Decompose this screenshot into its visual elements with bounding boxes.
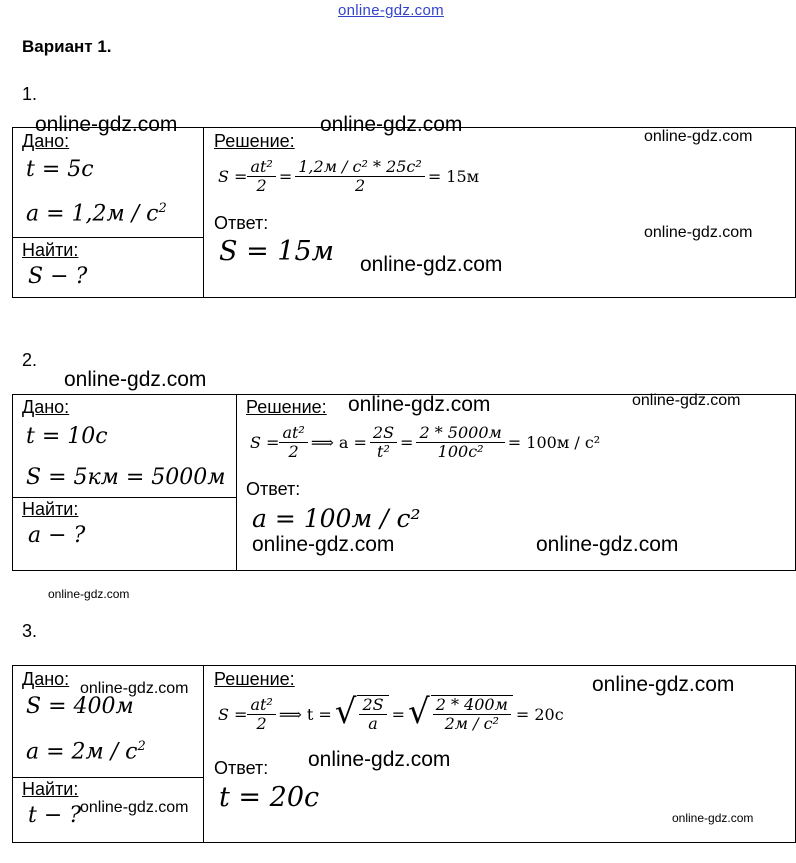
problem-3-given-label: Дано: [22, 669, 70, 689]
problem-2-eq-f2-den: t² [370, 442, 397, 461]
problem-3-answer: t = 20c [219, 782, 320, 813]
problem-1-eq-f2-den: 2 [295, 176, 425, 195]
watermark-text: online-gdz.com [360, 253, 503, 276]
problem-1-find-label: Найти: [22, 240, 79, 260]
watermark-text: online-gdz.com [348, 393, 491, 416]
problem-2-given-distance: S = 5км = 5000м [26, 465, 226, 490]
watermark-text: online-gdz.com [48, 587, 130, 601]
watermark-text: online-gdz.com [536, 533, 679, 556]
problem-2-find-label: Найти: [22, 499, 79, 519]
watermark-text: online-gdz.com [80, 799, 189, 816]
watermark-text: online-gdz.com [308, 748, 451, 771]
problem-3-given-acceleration-base: a = 2м / c [26, 739, 138, 765]
watermark-text: online-gdz.com [632, 392, 741, 409]
problem-3-eq-f1-num: at² [250, 694, 273, 714]
problem-1-eq-lhs: S = [218, 167, 248, 187]
problem-2-find: a − ? [28, 523, 86, 548]
problem-3-divider [203, 665, 204, 843]
problem-2-eq-fraction-2 [370, 424, 397, 462]
problem-3-eq-fraction-1 [247, 696, 275, 734]
problem-3-eq-s2-den: 2м / c² [433, 714, 511, 733]
problem-3-eq-s1-den: a [359, 714, 386, 733]
problem-3-eq-sqrt-2-body [431, 695, 513, 734]
problem-1-eq-f1-den: 2 [247, 176, 275, 195]
watermark-text: online-gdz.com [80, 680, 189, 697]
problem-3-eq-sqrt-1 [334, 692, 389, 734]
problem-2-eq-f2-num: 2S [372, 423, 395, 442]
problem-3-eq-f1-den: 2 [247, 714, 275, 733]
problem-3-eq-s2-num: 2 * 400м [435, 695, 508, 714]
problem-1-given-acceleration-exp: 2 [158, 201, 167, 216]
problem-1-eq-sign: = [278, 167, 293, 187]
problem-2-eq-f3-num: 2 * 5000м [419, 423, 502, 442]
problem-1-eq-result: = 15м [427, 167, 480, 187]
problem-2-eq-fraction-1 [279, 424, 307, 462]
watermark-text: online-gdz.com [644, 128, 753, 145]
problem-2-given-divider [12, 497, 237, 498]
problem-3-answer-label: Ответ: [214, 758, 269, 778]
problem-3-eq-implies: ⟹ t = [278, 704, 332, 724]
problem-3-eq-sqrt-1-fraction [359, 696, 386, 734]
watermark-text: online-gdz.com [35, 113, 178, 136]
problem-3-eq-result: = 20c [515, 704, 564, 724]
watermark-text: online-gdz.com [592, 673, 735, 696]
problem-1-divider [203, 127, 204, 298]
problem-3-find-label: Найти: [22, 779, 79, 799]
problem-3-equation [218, 692, 567, 734]
problem-1-equation [218, 158, 482, 196]
problem-3-eq-sqrt-1-body [357, 695, 388, 734]
problem-2-answer: a = 100м / c² [252, 504, 421, 533]
problem-3-given-distance: S = 400м [26, 694, 134, 719]
problem-2-eq-f1-den: 2 [279, 442, 307, 461]
problem-1-eq-f1-num: at² [250, 157, 273, 176]
sqrt-icon: √ [334, 692, 357, 732]
problem-2-solution-label: Решение: [246, 397, 327, 417]
problem-3-number: 3. [22, 621, 38, 641]
sqrt-icon: √ [408, 692, 430, 732]
problem-1-answer-label: Ответ: [214, 213, 269, 233]
problem-3-solution-label: Решение: [214, 669, 295, 689]
problem-1-answer: S = 15м [219, 236, 335, 267]
problem-1-given-divider [12, 237, 204, 238]
problem-1-eq-fraction-2 [295, 158, 425, 196]
problem-2-given-label: Дано: [22, 397, 70, 417]
problem-2-number: 2. [22, 350, 38, 370]
watermark-text: online-gdz.com [64, 368, 207, 391]
problem-3-find: t − ? [28, 803, 82, 828]
problem-1-eq-f2-num: 1,2м / c² * 25c² [298, 157, 422, 176]
problem-1-given-label: Дано: [22, 131, 70, 151]
problem-2-eq-result: = 100м / c² [507, 433, 601, 453]
problem-2-equation [250, 424, 603, 462]
page-title: Вариант 1. [22, 37, 112, 56]
problem-3-given-acceleration-exp: 2 [137, 739, 146, 754]
problem-1-given-acceleration-base: a = 1,2м / c [26, 201, 159, 227]
problem-1-find: S − ? [28, 264, 88, 289]
problem-3-eq-s1-num: 2S [362, 695, 384, 714]
problem-1-solution-label: Решение: [214, 131, 295, 151]
problem-1-number: 1. [22, 84, 38, 104]
problem-2-eq-implies: ⟹ a = [310, 433, 367, 453]
problem-3-given-divider [12, 777, 204, 778]
problem-1-given-acceleration [26, 201, 167, 226]
problem-3-given-acceleration [26, 739, 146, 764]
top-watermark-link[interactable]: online-gdz.com [338, 2, 444, 19]
problem-1-given-time: t = 5c [26, 157, 94, 182]
problem-3-eq-lhs: S = [218, 704, 248, 724]
watermark-text: online-gdz.com [320, 113, 463, 136]
problem-2-given-time: t = 10c [26, 424, 108, 449]
problem-2-eq-lhs: S = [250, 433, 280, 453]
problem-2-eq-fraction-3 [416, 424, 504, 462]
problem-2-answer-label: Ответ: [246, 479, 301, 499]
problem-2-eq-sign: = [400, 433, 414, 453]
problem-3-eq-sign: = [391, 704, 406, 724]
problem-2-divider [236, 394, 237, 571]
problem-3-eq-sqrt-2-fraction [433, 696, 511, 734]
watermark-text: online-gdz.com [672, 811, 754, 825]
problem-3-eq-sqrt-2 [408, 692, 513, 734]
watermark-text: online-gdz.com [252, 533, 395, 556]
problem-2-eq-f3-den: 100c² [416, 442, 504, 461]
problem-1-eq-fraction-1 [247, 158, 275, 196]
problem-2-eq-f1-num: at² [282, 423, 305, 442]
watermark-text: online-gdz.com [644, 224, 753, 241]
